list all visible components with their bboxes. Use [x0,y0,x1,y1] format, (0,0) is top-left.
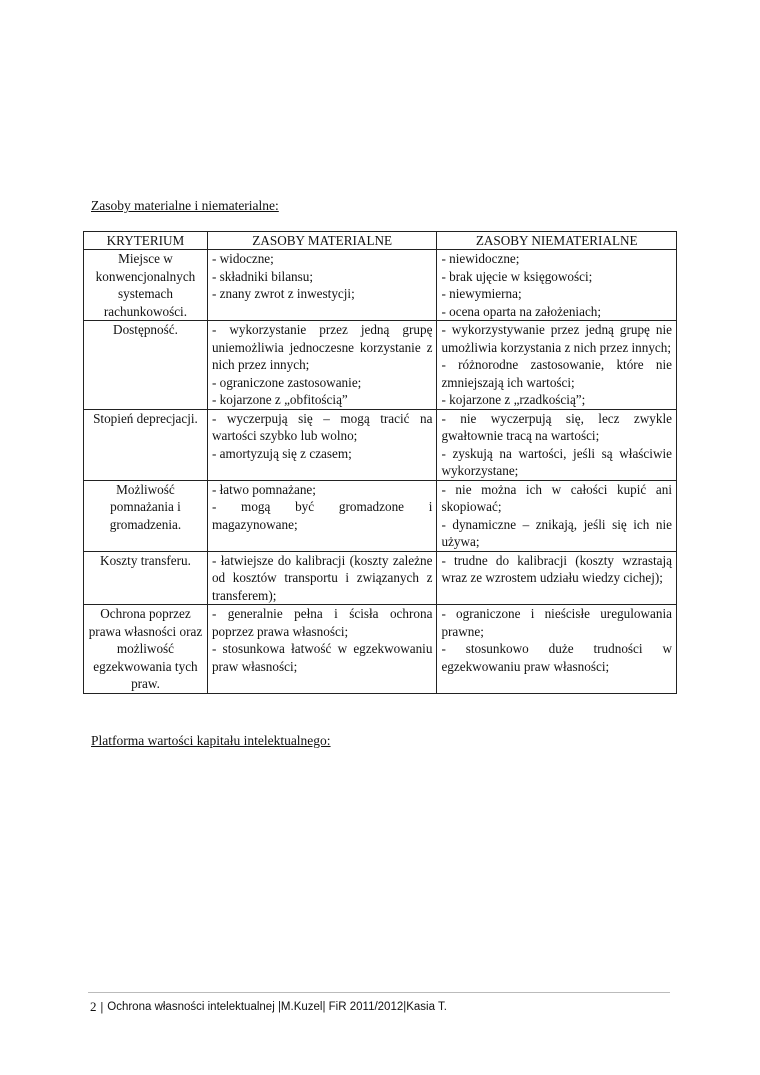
immaterial-item: - zyskują na wartości, jeśli są właściwie wykorzystane; [441,445,672,478]
material-item: - znany zwrot z inwestycji; [211,286,355,301]
material-cell [207,551,437,605]
immaterial-item: - kojarzone z „rzadkością”; [441,392,586,407]
criterion-cell: Ochrona poprzez prawa własności oraz możliwość egzekwowania tych praw. [84,605,208,694]
immaterial-item: - stosunkowo duże trudności w egzekwowaniu praw własności; [441,641,672,674]
material-item: - generalnie pełna i ścisła ochrona poprzez prawa własności; [211,606,433,639]
material-item: - stosunkowa łatwość w egzekwowaniu praw własności; [211,641,433,674]
footer-separator: | [100,999,104,1014]
table-row [84,409,677,480]
footer-text: Ochrona własności intelektualnej |M.Kuzel| FiR 2011/2012|Kasia T. [107,1001,447,1013]
material-item: - łatwo pomnażane; [211,481,316,497]
immaterial-item: - nie wyczerpują się, lecz zwykle gwałtownie tracą na wartości; [441,410,672,443]
table-header-row [84,232,677,250]
section-heading-platform: Platforma wartości kapitału intelektualnego: [91,733,331,748]
assets-comparison-table [83,231,677,694]
section-heading-assets: Zasoby materialne i niematerialne: [91,198,279,213]
table-row [84,480,677,551]
material-cell [207,321,437,410]
table-row [84,250,677,321]
immaterial-item: - niewymierna; [441,286,522,301]
immaterial-item: - różnorodne zastosowanie, które nie zmniejszają ich wartości; [441,357,672,390]
immaterial-item: - nie można ich w całości kupić ani skopiować; [441,481,672,514]
criterion-cell: Stopień deprecjacji. [84,409,208,480]
immaterial-cell [437,409,677,480]
header-criterion: KRYTERIUM [84,232,208,250]
page-footer [90,999,447,1015]
immaterial-cell [437,551,677,605]
immaterial-cell [437,605,677,694]
material-item: - mogą być gromadzone i magazynowane; [211,499,433,532]
immaterial-item: - niewidoczne; [441,251,520,266]
material-item: - kojarzone z „obfitością” [211,392,348,407]
immaterial-cell [437,321,677,410]
table-row [84,605,677,694]
immaterial-item: - dynamiczne – znikają, jeśli się ich nie używa; [441,516,672,549]
material-item: - składniki bilansu; [211,268,314,284]
header-material: ZASOBY MATERIALNE [207,232,437,250]
material-cell [207,480,437,551]
criterion-cell: Koszty transferu. [84,551,208,605]
immaterial-item: - wykorzystywanie przez jedną grupę nie umożliwia korzystania z nich przez innych; [441,322,672,355]
criterion-cell: Możliwość pomnażania i gromadzenia. [84,480,208,551]
material-item: - wyczerpują się – mogą tracić na wartości szybko lub wolno; [211,410,433,443]
table-row [84,551,677,605]
header-immaterial: ZASOBY NIEMATERIALNE [437,232,677,250]
material-item: - wykorzystanie przez jedną grupę uniemożliwia jednoczesne korzystanie z nich przez innych; [211,322,433,372]
criterion-cell: Dostępność. [84,321,208,410]
immaterial-cell [437,480,677,551]
material-item: - amortyzują się z czasem; [211,445,352,461]
page-number: 2 [90,999,97,1014]
material-item: - ograniczone zastosowanie; [211,374,362,390]
table-row [84,321,677,410]
immaterial-item: - trudne do kalibracji (koszty wzrastają wraz ze wzrostem udziału wiedzy cichej); [441,552,672,585]
immaterial-item: - ocena oparta na założeniach; [441,303,602,319]
immaterial-cell [437,250,677,321]
criterion-cell: Miejsce w konwencjonalnych systemach rachunkowości. [84,250,208,321]
material-cell [207,605,437,694]
material-item: - łatwiejsze do kalibracji (koszty zależne od kosztów transportu i związanych z transferem); [211,552,433,603]
material-cell [207,409,437,480]
immaterial-item: - brak ujęcie w księgowości; [441,268,593,284]
footer-divider [88,992,670,993]
material-item: - widoczne; [211,251,274,266]
immaterial-item: - ograniczone i nieścisłe uregulowania prawne; [441,606,672,639]
material-cell [207,250,437,321]
